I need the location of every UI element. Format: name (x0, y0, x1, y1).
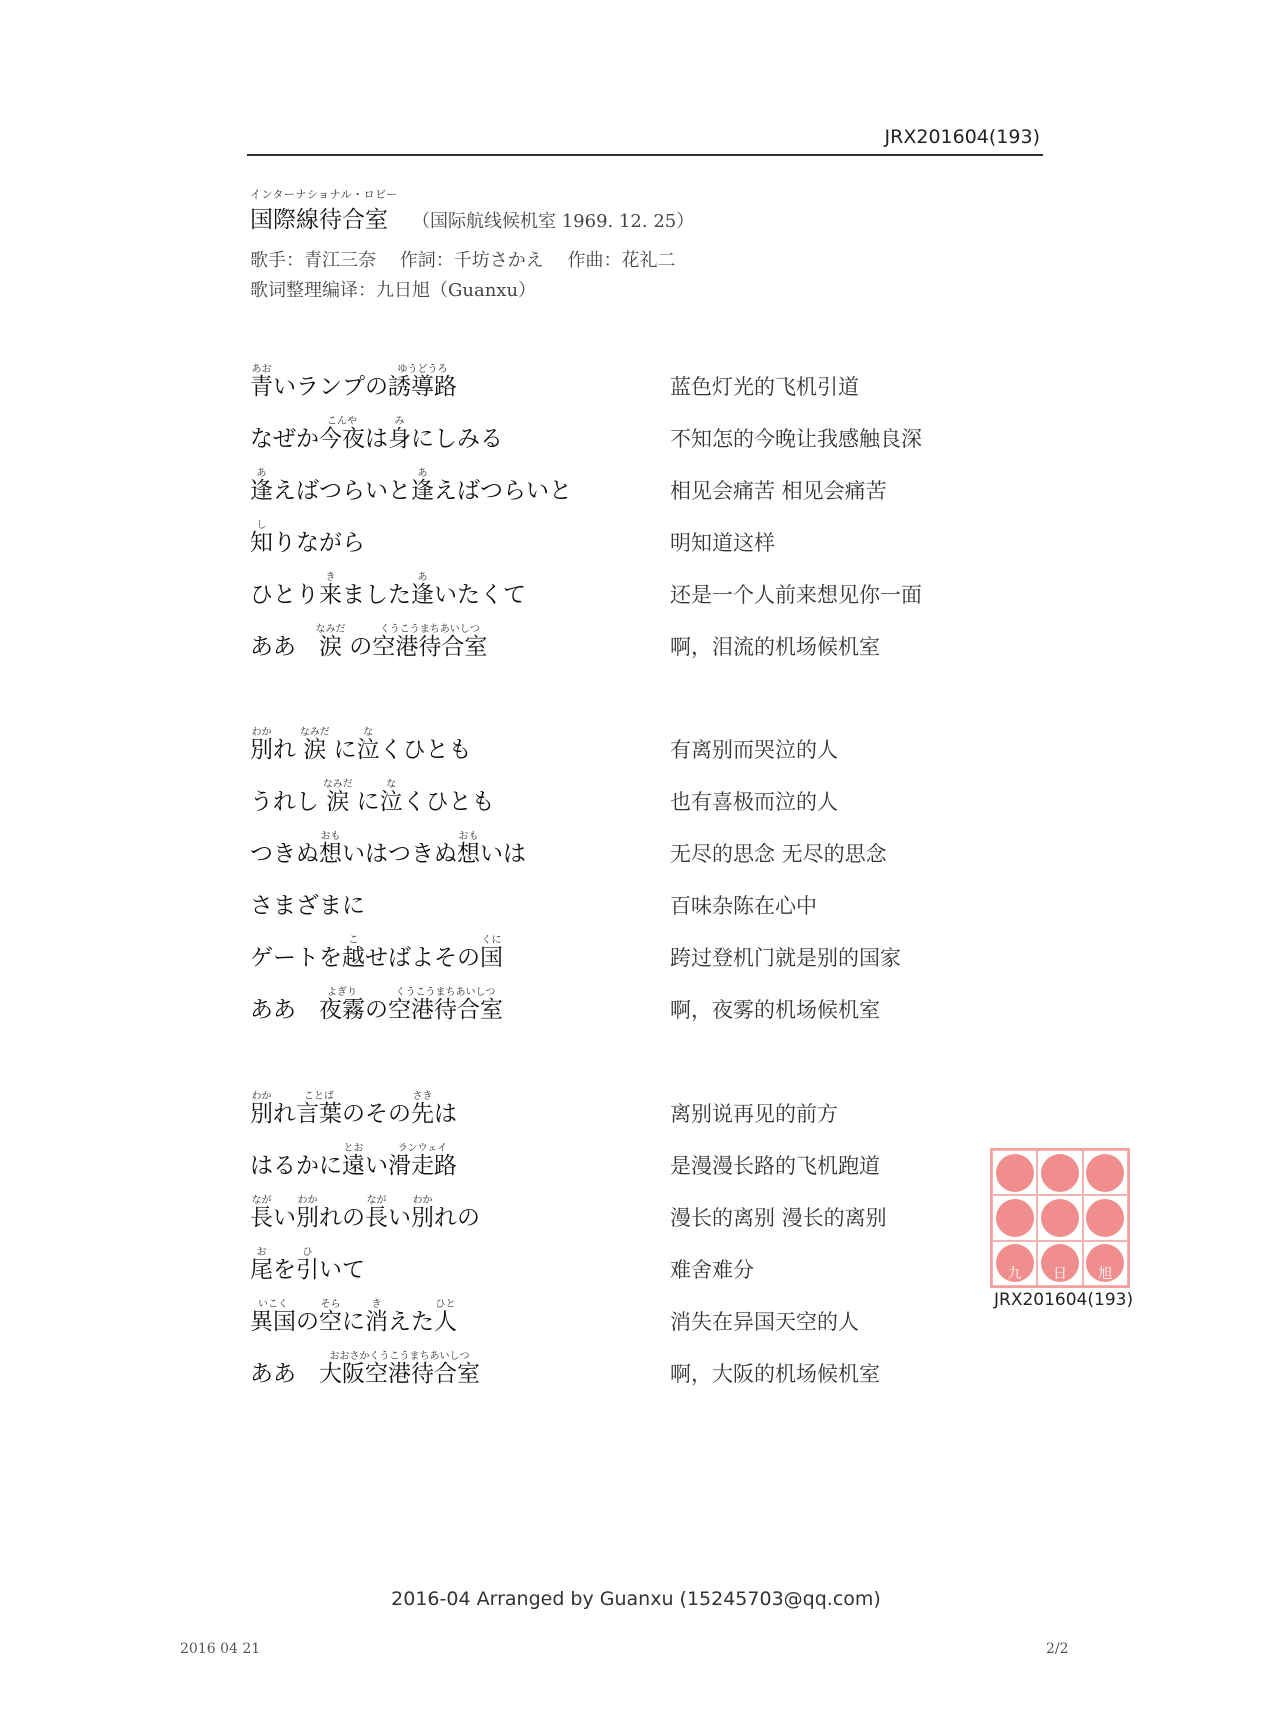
seal-char: 九 (1007, 1265, 1022, 1282)
lyric-line (250, 1342, 990, 1394)
translator-credit: 歌词整理编译：九日旭（Guanxu） (250, 280, 537, 301)
japanese-lyric: 別わかれ言葉ことばのその先さきは (250, 1091, 457, 1127)
seal-stamp (990, 1148, 1130, 1288)
seal-code: JRX201604(193) (994, 1290, 1134, 1310)
seal-cell (1037, 1195, 1082, 1240)
verse-3 (250, 1082, 990, 1394)
seal-dot (996, 1199, 1034, 1237)
verse-1 (250, 355, 990, 667)
credits-row-2 (250, 276, 693, 306)
japanese-lyric: 尾おを引ひいて (250, 1247, 365, 1283)
seal-dot (1086, 1199, 1124, 1237)
lyric-line (250, 459, 990, 511)
chinese-lyric: 漫长的离别 漫长的离别 (670, 1206, 887, 1230)
lyric-line (250, 563, 990, 615)
document-code: JRX201604(193) (884, 126, 1040, 148)
chinese-lyric: 无尽的思念 无尽的思念 (670, 842, 887, 866)
lyric-line (250, 926, 990, 978)
chinese-lyric: 也有喜极而泣的人 (670, 790, 838, 814)
japanese-lyric: うれし 涙なみだ に泣なくひとも (250, 779, 495, 815)
lyric-line (250, 978, 990, 1030)
seal-cell (992, 1195, 1037, 1240)
print-date: 2016 04 21 (180, 1641, 261, 1657)
seal-char: 旭 (1098, 1265, 1113, 1282)
chinese-lyric: 消失在异国天空的人 (670, 1310, 859, 1334)
japanese-lyric: 青あおいランプの誘導路ゆうどうろ (250, 364, 457, 400)
seal-cell (992, 1241, 1037, 1286)
chinese-lyric: 蓝色灯光的飞机引道 (670, 375, 859, 399)
lyric-line (250, 822, 990, 874)
page-number: 2/2 (1046, 1641, 1069, 1657)
lyric-line (250, 355, 990, 407)
seal-cell (1037, 1241, 1082, 1286)
lyric-line (250, 770, 990, 822)
japanese-lyric: 知しりながら (250, 520, 365, 556)
title-line (250, 201, 694, 234)
seal-cell (1083, 1195, 1128, 1240)
seal-cell (1083, 1241, 1128, 1286)
japanese-lyric: 長ながい別わかれの長ながい別わかれの (250, 1195, 480, 1231)
japanese-lyric: ああ 夜霧よぎりの空港待合室くうこうまちあいしつ (250, 987, 503, 1023)
lyric-line (250, 1082, 990, 1134)
song-subtitle: （国际航线候机室 1969. 12. 25） (412, 211, 695, 232)
seal-dot (1086, 1154, 1124, 1192)
japanese-lyric: 異国いこくの空そらに消きえた人ひと (250, 1299, 457, 1335)
japanese-lyric: はるかに遠とおい滑走路ランウェイ (250, 1143, 457, 1179)
japanese-lyric: 別わかれ 涙なみだ に泣なくひとも (250, 727, 472, 763)
title-ruby: インターナショナル・ロビー (250, 188, 398, 201)
song-title: 国際線待合室 (250, 207, 388, 233)
lyric-line (250, 1134, 990, 1186)
chinese-lyric: 百味杂陈在心中 (670, 894, 817, 918)
lyric-line (250, 407, 990, 459)
japanese-lyric: なぜか今夜こんやは身みにしみる (250, 416, 503, 452)
lyric-line (250, 615, 990, 667)
japanese-lyric: ああ 大阪空港待合室おおさかくうこうまちあいしつ (250, 1351, 480, 1387)
chinese-lyric: 明知道这样 (670, 531, 775, 555)
japanese-lyric: さまざまに (250, 893, 365, 919)
chinese-lyric: 相见会痛苦 相见会痛苦 (670, 479, 887, 503)
japanese-lyric: ひとり来きました逢あいたくて (250, 572, 526, 608)
header-rule (247, 154, 1043, 156)
chinese-lyric: 不知怎的今晚让我感触良深 (670, 427, 922, 451)
composer-credit: 作曲：花礼二 (567, 250, 676, 271)
seal-dot (1041, 1154, 1079, 1192)
chinese-lyric: 啊，泪流的机场候机室 (670, 635, 880, 659)
chinese-lyric: 啊，大阪的机场候机室 (670, 1362, 880, 1386)
singer-credit: 歌手：青江三奈 (250, 250, 376, 271)
title-block (250, 188, 694, 234)
footer-credit: 2016-04 Arranged by Guanxu (15245703@qq.com) (391, 1588, 881, 1610)
seal-dot (1041, 1199, 1079, 1237)
lyric-line (250, 1290, 990, 1342)
chinese-lyric: 跨过登机门就是别的国家 (670, 946, 901, 970)
japanese-lyric: つきぬ想おもいはつきぬ想おもいは (250, 831, 526, 867)
seal-cell (992, 1150, 1037, 1195)
chinese-lyric: 是漫漫长路的飞机跑道 (670, 1154, 880, 1178)
lyric-line (250, 511, 990, 563)
lyricist-credit: 作詞：千坊さかえ (399, 250, 544, 271)
lyric-line (250, 1186, 990, 1238)
lyric-line (250, 1238, 990, 1290)
lyric-line (250, 718, 990, 770)
chinese-lyric: 离别说再见的前方 (670, 1102, 838, 1126)
chinese-lyric: 有离别而哭泣的人 (670, 738, 838, 762)
seal-dot (996, 1154, 1034, 1192)
chinese-lyric: 啊，夜雾的机场候机室 (670, 998, 880, 1022)
japanese-lyric: ゲートを越こせばよその国くに (250, 935, 503, 971)
credits (250, 246, 693, 306)
japanese-lyric: 逢あえばつらいと逢あえばつらいと (250, 468, 572, 504)
japanese-lyric: ああ 涙なみだ の空港待合室くうこうまちあいしつ (250, 624, 488, 660)
seal-char: 日 (1052, 1265, 1067, 1282)
seal-cell (1083, 1150, 1128, 1195)
chinese-lyric: 难舍难分 (670, 1258, 754, 1282)
credits-row-1 (250, 246, 693, 276)
seal-cell (1037, 1150, 1082, 1195)
verse-2 (250, 718, 990, 1030)
chinese-lyric: 还是一个人前来想见你一面 (670, 583, 922, 607)
lyric-line (250, 874, 990, 926)
